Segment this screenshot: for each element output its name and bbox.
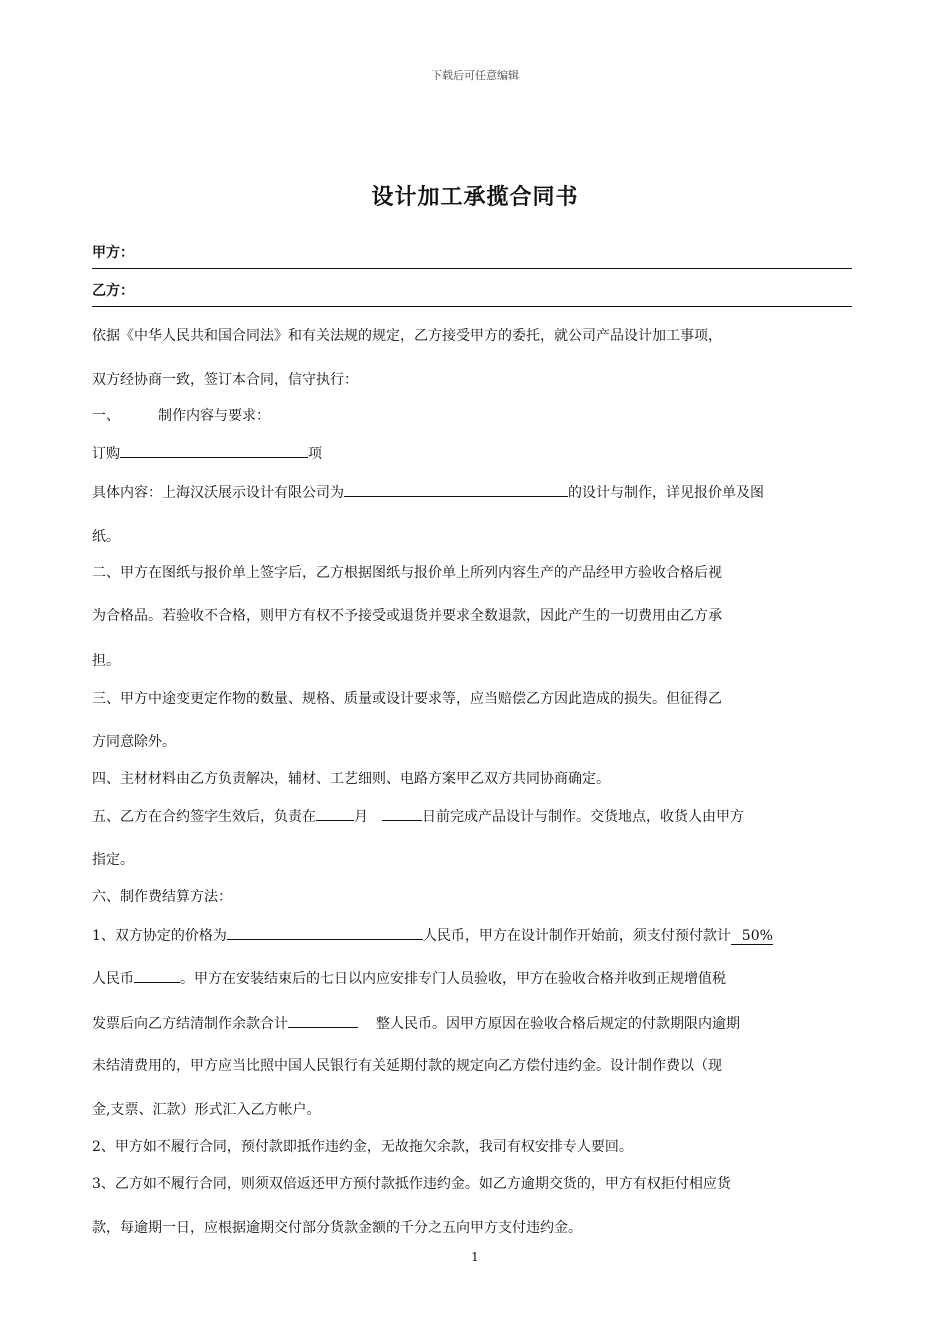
payment-1-line-5: 金,支票、汇款）形式汇入乙方帐户。 <box>92 1102 321 1118</box>
payment-1-line-4: 未结清费用的，甲方应当比照中国人民银行有关延期付款的规定向乙方偿付违约金。设计制作费以（现 <box>92 1058 722 1074</box>
payment-2: 2、甲方如不履行合同，预付款即抵作违约金，无故拖欠余款，我司有权安排专人要回。 <box>92 1139 633 1155</box>
acceptance-text: 。甲方在安装结束后的七日以内应安排专门人员验收，甲方在验收合格并收到正规增值税 <box>180 971 726 987</box>
section-3-line-1: 三、甲方中途变更定作物的数量、规格、质量或设计要求等，应当赔偿乙方因此造成的损失。但征得乙 <box>92 691 722 707</box>
content-suffix: 的设计与制作，详见报价单及图 <box>568 485 764 501</box>
content-label: 具体内容：上海汉沃展示设计有限公司为 <box>92 485 344 501</box>
balance-text: 整人民币。因甲方原因在验收合格后规定的付款期限内逾期 <box>376 1016 740 1032</box>
balance-amount-blank <box>288 1012 358 1028</box>
section-3-line-2: 方同意除外。 <box>92 734 176 750</box>
party-b-line <box>92 284 852 307</box>
section-2-line-1: 二、甲方在图纸与报价单上签字后，乙方根据图纸与报价单上所列内容生产的产品经甲方验收合格后视 <box>92 565 722 581</box>
preamble-line-1: 依据《中华人民共和国合同法》和有关法规的规定，乙方接受甲方的委托，就公司产品设计加工事项， <box>92 328 722 344</box>
content-blank <box>344 481 568 497</box>
order-quantity-blank <box>120 442 308 458</box>
section-5-suffix: 日前完成产品设计与制作。交货地点，收货人由甲方 <box>422 809 744 825</box>
section-2-line-3: 担。 <box>92 653 120 669</box>
section-5-line-1 <box>92 805 862 826</box>
payment-3-line-2: 款，每逾期一日，应根据逾期交付部分货款金额的千分之五向甲方支付违约金。 <box>92 1220 582 1236</box>
balance-label: 发票后向乙方结清制作余款合计 <box>92 1016 288 1032</box>
party-a-label: 甲方： <box>92 245 134 261</box>
section-6-heading: 六、制作费结算方法： <box>92 889 232 905</box>
delivery-month-blank <box>316 805 354 821</box>
price-label: 1、双方协定的价格为 <box>92 928 227 944</box>
page-number: 1 <box>471 1250 479 1264</box>
delivery-day-blank <box>382 805 422 821</box>
prepayment-amount-blank <box>134 967 180 983</box>
section-1-title: 制作内容与要求： <box>158 408 270 424</box>
party-a-line <box>92 246 852 269</box>
prepayment-percent: 50% <box>731 928 773 945</box>
prepayment-text: 人民币，甲方在设计制作开始前，须支付预付款计 <box>422 928 731 944</box>
order-label: 订购 <box>92 446 120 462</box>
payment-3-line-1: 3、乙方如不履行合同，则须双倍返还甲方预付款抵作违约金。如乙方逾期交货的，甲方有权拒付相应货 <box>92 1176 731 1192</box>
section-1-heading <box>92 405 862 425</box>
section-5-line-2: 指定。 <box>92 852 134 868</box>
preamble-line-2: 双方经协商一致，签订本合同，信守执行： <box>92 372 358 388</box>
section-5-prefix: 五、乙方在合约签字生效后，负责在 <box>92 809 316 825</box>
prepayment-currency: 人民币 <box>92 971 134 987</box>
section-4: 四、主材材料由乙方负责解决，辅材、工艺细则、电路方案甲乙双方共同协商确定。 <box>92 771 610 787</box>
section-2-line-2: 为合格品。若验收不合格，则甲方有权不予接受或退货并要求全数退款，因此产生的一切费用由乙方承 <box>92 608 722 624</box>
content-line <box>92 481 862 502</box>
header-note: 下载后可任意编辑 <box>431 69 519 82</box>
content-line-2: 纸。 <box>92 529 120 545</box>
party-b-label: 乙方： <box>92 283 134 299</box>
section-1-number: 一、 <box>92 408 120 424</box>
document-title: 设计加工承揽合同书 <box>371 185 579 210</box>
order-line <box>92 442 862 463</box>
order-unit: 项 <box>308 446 322 462</box>
payment-1-line-3 <box>92 1012 862 1033</box>
section-5-month: 月 <box>354 809 368 825</box>
price-blank <box>227 924 423 940</box>
payment-1-line-2 <box>92 967 862 988</box>
payment-1-line-1 <box>92 924 862 945</box>
